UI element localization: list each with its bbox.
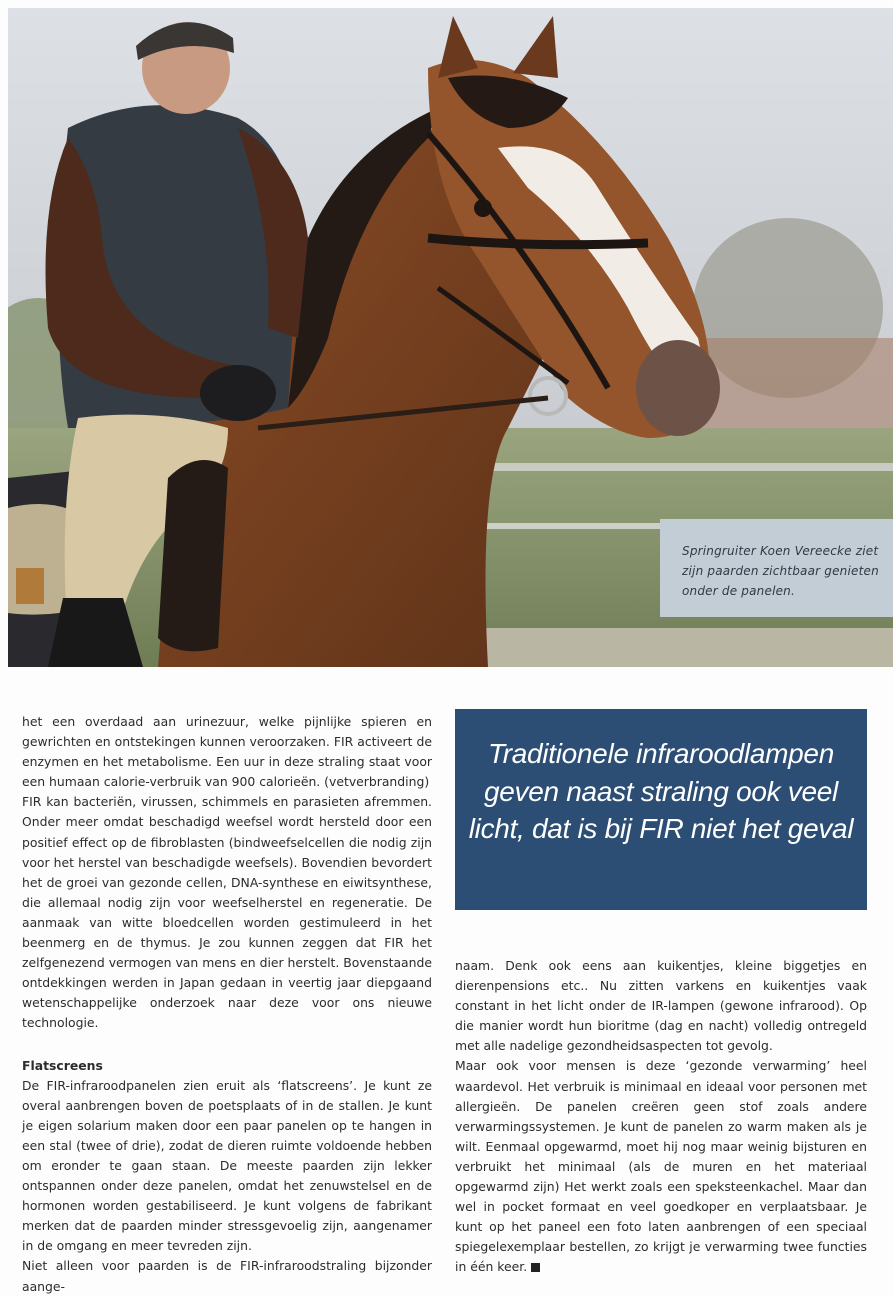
right-paragraph-1: naam. Denk ook eens aan kuikentjes, kleine biggetjes en dierenpensions etc.. Nu zitten varkens en kuikentjes vaak constant in het licht onder de IR-lampen (gewone infrarood). Op die manier wordt hun bioritme (dag en nacht) volledig ontregeld met alle nadelige gezondheidsaspecten tot gevolg. [455, 958, 867, 1054]
left-column [22, 712, 432, 1297]
right-paragraph-2 [455, 1056, 867, 1277]
left-paragraph-1: het een overdaad aan urinezuur, welke pijnlijke spieren en gewrichten en ontstekingen kunnen veroorzaken. FIR activeert de enzymen en het metabolisme. Een uur in deze straling staat voor een humaan calorie-verbruik van 900 calorieën. (vetverbranding) [22, 714, 432, 790]
photo-caption: Springruiter Koen Vereecke ziet zijn paarden zichtbaar genieten onder de panelen. [682, 544, 879, 598]
left-paragraph-3: De FIR-infraroodpanelen zien eruit als ‘flatscreens’. Je kunt ze overal aanbrengen boven de poetsplaats of in de stallen. Je kunt je eigen solarium maken door een paar panelen op te hangen in een stal (twee of drie), zodat de dieren ruimte voldoende hebben om eronder te gaan staan. De meeste paarden zijn lekker ontspannen onder deze panelen, omdat het zenuwstelsel en de hormonen worden gestabiliseerd. Je kunt volgens de fabrikant merken dat de paarden minder stressgevoelig zijn, aangenamer in de omgang en meer tevreden zijn. [22, 1077, 432, 1254]
left-paragraph-4: Niet alleen voor paarden is de FIR-infraroodstraling bijzonder aange- [22, 1258, 432, 1294]
subheading-flatscreens: Flatscreens [22, 1057, 103, 1073]
end-of-article-mark [531, 1263, 540, 1272]
right-paragraph-2-text: Maar ook voor mensen is deze ‘gezonde verwarming’ heel waardevol. Het verbruik is minimaal en ideaal voor personen met allergieën. De panelen creëren geen stof zoals andere verwarmingssystemen. Je kunt de panelen zo warm maken als je wilt. Eenmaal opgewarmd, moet hij nog maar weinig bijsturen en verbruikt het minimaal (als de muren en het materiaal opgewarmd zijn) Het werkt zoals een speksteenkachel. Maar dan wel in pocket formaat en veel goedkoper en verplaatsbaar. Je kunt op het paneel een foto laten aanbrengen of een speciaal spiegelexemplaar bestellen, zo krijgt je verwarming twee functies in één keer. [455, 1058, 867, 1275]
rider-horse-photo [8, 8, 893, 667]
photo-caption-box [660, 519, 893, 617]
right-column [455, 956, 867, 1278]
left-paragraph-2: FIR kan bacteriën, virussen, schimmels en parasieten afremmen. Onder meer omdat beschadigd weefsel wordt hersteld door een positief effect op de fibroblasten (bindweefselcellen die nodig zijn voor het herstel van beschadigde weefsels). Bovendien bevordert het de groei van gezonde cellen, DNA-synthese en eiwitsynthese, die allemaal nodig zijn voor weefselherstel en regeneratie. De aanmaak van witte bloedcellen worden gestimuleerd in het beenmerg en de thymus. Je zou kunnen zeggen dat FIR het zelfgenezend vermogen van mens en dier herstelt. Bovenstaande ontdekkingen werden in Japan gedaan in veertig jaar diepgaand wetenschappelijke onderzoek naar deze voor ons nieuwe technologie. [22, 794, 432, 1031]
pull-quote [455, 709, 867, 910]
pull-quote-text: Traditionele infraroodlampen geven naast straling ook veel licht, dat is bij FIR niet het geval [468, 738, 854, 844]
